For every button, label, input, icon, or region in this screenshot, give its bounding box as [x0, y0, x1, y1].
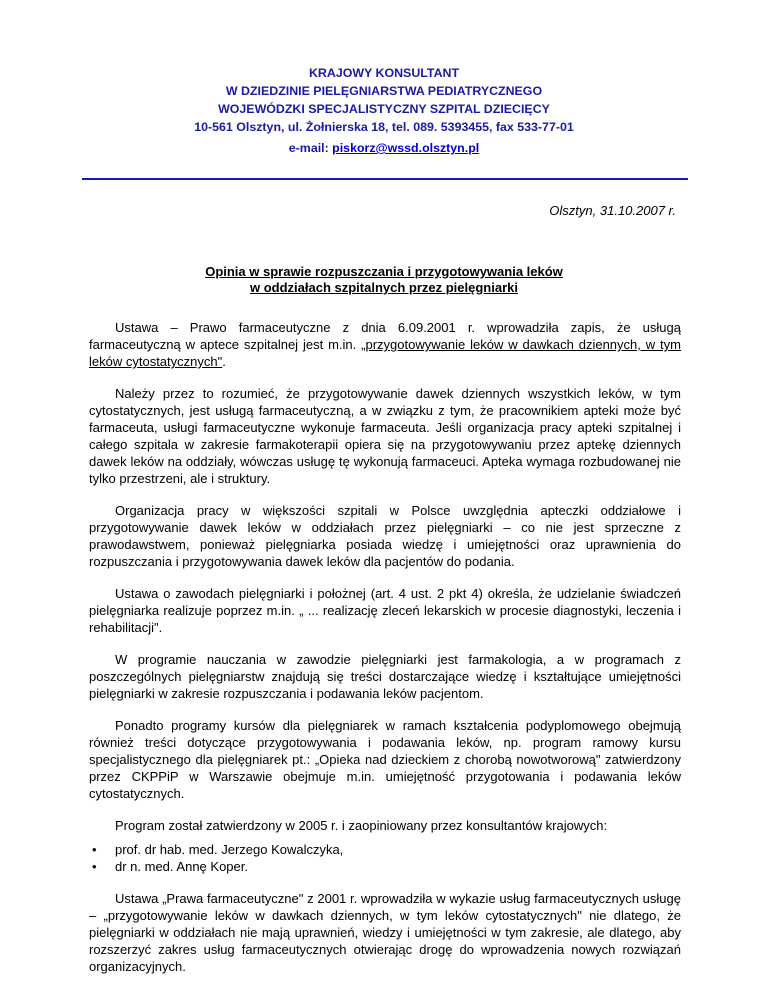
paragraph-8: Ustawa „Prawa farmaceutyczne" z 2001 r. wprowadziła w wykazie usług farmaceutycznych usługę – „przygotowywanie leków w dawkach dziennych, w tym leków cytostatycznych" nie dlatego, że pielęgniarki w oddziałach nie mają uprawnień, wiedzy i umiejętności w tym zakresie, ale dlatego, aby rozszerzyć zakres usług farmaceutycznych otwierając drogę do wprowadzenia nowych rozwiązań organizacyjnych. [89, 891, 681, 974]
document-title [0, 264, 768, 296]
letterhead-address: 10-561 Olsztyn, ul. Żołnierska 18, tel. 089. 5393455, fax 533-77-01 [194, 120, 574, 134]
title-line-1: Opinia w sprawie rozpuszczania i przygotowywania leków [205, 264, 563, 279]
paragraph-1 [89, 319, 681, 370]
title-line-2: w oddziałach szpitalnych przez pielęgniarki [249, 280, 518, 295]
consultant-list [89, 841, 681, 875]
paragraph-5: W programie nauczania w zawodzie pielęgniarki jest farmakologia, a w programach z poszczególnych pielęgniarstw znajdują się treści dostarczające wiedzę i kształtujące umiejętności pielęgniarki w zakresie rozpuszczania i podawania leków pacjentom. [89, 652, 681, 701]
paragraph-4: Ustawa o zawodach pielęgniarki i położnej (art. 4 ust. 2 pkt 4) określa, że udzielanie świadczeń pielęgniarka realizuje poprzez m.in. „ ... realizację zleceń lekarskich w procesie diagnostyki, leczenia i rehabilitacji". [89, 586, 681, 635]
letterhead [0, 64, 768, 136]
paragraph-6: Ponadto programy kursów dla pielęgniarek w ramach kształcenia podyplomowego obejmują również treści dotyczące przygotowywania i podawania leków, np. program ramowy kursu specjalistycznego dla pielęgniarek pt.: „Opieka nad dzieckiem z chorobą nowotworową" zatwierdzony przez CKPPiP w Warszawie obejmuje m.in. umiejętność przygotowania i podawania leków cytostatycznych. [89, 718, 681, 801]
letterhead-line-3: WOJEWÓDZKI SPECJALISTYCZNY SZPITAL DZIECIĘCY [218, 102, 550, 116]
paragraph-2: Należy przez to rozumieć, że przygotowywanie dawek dziennych wszystkich leków, w tym cytostatycznych, jest usługą farmaceutyczną, a w związku z tym, że pracownikiem apteki może być farmaceuta, usługi farmaceutyczne wykonuje farmaceuta. Jeśli organizacja pracy apteki szpitalnej i całego szpitala w zakresie farmakoterapii opiera się na przygotowywaniu przez aptekę dziennych dawek leków na oddziały, wówczas usługę tę wykonują farmaceuci. Apteka wymaga rozbudowanej nie tylko przestrzeni, ale i struktury. [89, 386, 681, 486]
letterhead-line-2: W DZIEDZINIE PIELĘGNIARSTWA PEDIATRYCZNEGO [225, 84, 543, 98]
document-body [89, 319, 681, 990]
email-label: e-mail: [288, 141, 333, 155]
letterhead-line-1: KRAJOWY KONSULTANT [308, 66, 460, 80]
paragraph-1-quote: „przygotowywanie leków w dawkach dziennych, w tym leków cytostatycznych" [89, 337, 681, 369]
email-line [0, 141, 768, 155]
list-item: • prof. dr hab. med. Jerzego Kowalczyka, [89, 841, 681, 858]
paragraph-3: Organizacja pracy w większości szpitali w Polsce uwzględnia apteczki oddziałowe i przygotowywanie dawek leków w oddziałach przez pielęgniarki – co nie jest sprzeczne z prawodawstwem, ponieważ pielęgniarka posiada wiedzę i umiejętności oraz uprawnienia do rozpuszczania i przygotowywania dawek leków dla pacjentów do podania. [89, 503, 681, 569]
document-date: Olsztyn, 31.10.2007 r. [549, 203, 676, 218]
paragraph-7: Program został zatwierdzony w 2005 r. i zaopiniowany przez konsultantów krajowych: [115, 818, 608, 833]
paragraph-1-end: . [222, 354, 226, 369]
list-item: • dr n. med. Annę Koper. [89, 858, 681, 875]
email-link[interactable]: piskorz@wssd.olsztyn.pl [332, 141, 480, 155]
paragraph-1-text: Ustawa – Prawo farmaceutyczne z dnia 6.09.2001 r. wprowadziła zapis, że usługą farmaceutyczną w aptece szpitalnej jest m.in. [89, 320, 681, 352]
header-divider [82, 178, 688, 180]
